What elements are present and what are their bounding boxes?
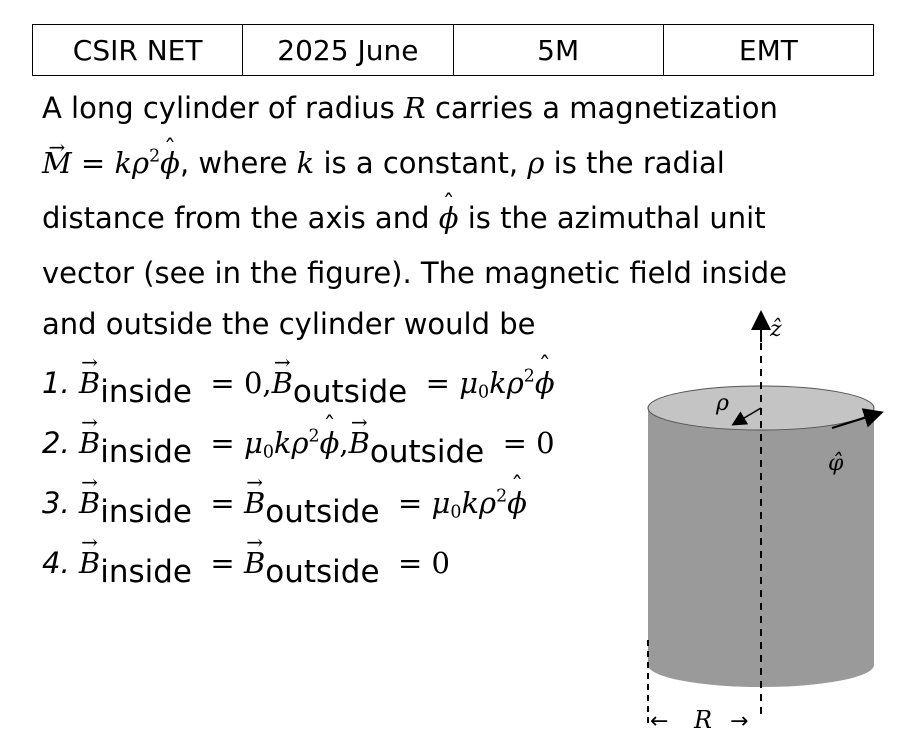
header-cell-marks: 5M <box>453 25 663 76</box>
option-3[interactable]: 3. → Binside = → Boutside = $\mu 0k\rho^2ˆ$ ϕ <box>42 485 527 522</box>
phi-label: φ̂ <box>828 451 844 476</box>
cylinder-figure <box>600 300 900 740</box>
option-1[interactable]: 1. → Binside = 0,→ Boutside = $\mu 0k\rho^2ˆ$ ϕ <box>42 365 555 402</box>
rho-label: ρ <box>716 391 729 416</box>
question-line-5: and outside the cylinder would be <box>42 307 536 341</box>
option-4[interactable]: 4. → Binside = → Boutside = 0 <box>42 545 450 581</box>
header-table <box>32 24 874 76</box>
cylinder-body <box>648 386 874 687</box>
question-line-1: A long cylinder of radius R carries a magnetization <box>42 91 778 125</box>
question-line-2: → $M = k\rho^2ˆ$ ϕ, where k is a constant, ρ is the radial <box>42 147 725 179</box>
option-2[interactable]: 2. → Binside = $\mu 0k\rho^2ˆ$ ϕ,→ Boutside = 0 <box>42 425 555 462</box>
question-line-3: distance from the axis and ˆ ϕ is the azimuthal unit <box>42 202 766 234</box>
radius-arrow-right: → <box>730 709 749 734</box>
header-cell-exam: CSIR NET <box>33 25 243 76</box>
question-line-4: vector (see in the figure). The magnetic field inside <box>42 256 787 290</box>
R-label: R <box>694 706 713 734</box>
radius-arrow-left: ← <box>650 709 669 734</box>
header-cell-session: 2025 June <box>243 25 453 76</box>
z-hat-label: ẑ <box>770 317 782 342</box>
header-cell-subject: EMT <box>663 25 873 76</box>
